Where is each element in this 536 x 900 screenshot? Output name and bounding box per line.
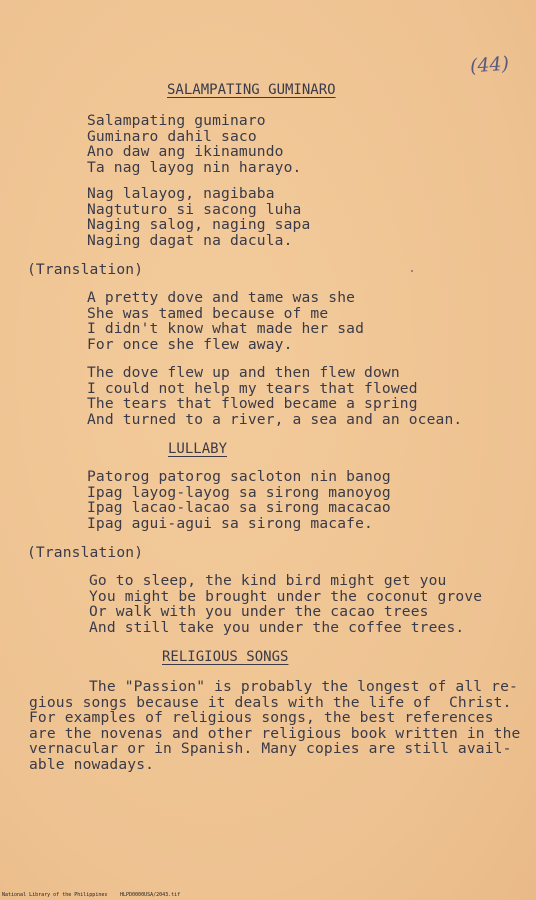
verse-line: Or walk with you under the cacao trees (89, 603, 429, 621)
verse-2 (87, 186, 310, 248)
verse-line: You might be brought under the coconut grove (89, 587, 483, 605)
verse-line: And still take you under the coffee trees. (89, 618, 465, 636)
verse-line: For once she flew away. (87, 335, 293, 353)
verse-line: She was tamed because of me (87, 304, 329, 322)
verse-line: Ipag layog-layog sa sirong manoyog (87, 483, 391, 501)
verse-line: Go to sleep, the kind bird might get you (89, 572, 447, 589)
footer-file-id: HLPD0000USA/2043.tif (120, 892, 181, 898)
verse-line: Salampating guminaro (87, 112, 266, 129)
verse-line: Guminaro dahil saco (87, 127, 257, 145)
scan-footer (0, 891, 536, 899)
paragraph-line: are the novenas and other religious book written in the (29, 724, 521, 742)
verse-1 (87, 113, 301, 175)
verse-line: I didn't know what made her sad (87, 320, 365, 338)
verse-line: Ta nag layog nin harayo. (87, 158, 302, 176)
paragraph-line: The "Passion" is probably the longest of all re- (89, 678, 518, 695)
paragraph-line: vernacular or in Spanish. Many copies are still avail- (29, 740, 512, 758)
paper-speck (411, 270, 413, 272)
heading-religious-songs: RELIGIOUS SONGS (162, 649, 289, 665)
paragraph-line: For examples of religious songs, the best references (29, 709, 494, 727)
heading-salampating-guminaro: SALAMPATING GUMINARO (167, 82, 336, 98)
verse-line: A pretty dove and tame was she (87, 289, 356, 306)
verse-line: The dove flew up and then flew down (87, 364, 400, 381)
translation-2 (87, 365, 462, 427)
verse-line: Patorog patorog sacloton nin banog (87, 468, 391, 485)
paragraph-religious-songs (29, 679, 521, 773)
translation-label-1: (Translation) (27, 261, 144, 278)
verse-3 (87, 469, 391, 531)
verse-line: And turned to a river, a sea and an ocean. (87, 410, 463, 428)
paragraph-line: able nowadays. (29, 755, 155, 773)
heading-lullaby: LULLABY (168, 441, 228, 457)
verse-line: Ano daw ang ikinamundo (87, 143, 284, 161)
verse-line: Naging dagat na dacula. (87, 231, 293, 249)
footer-library: National Library of the Philippines (2, 892, 108, 898)
page-number: (44) (469, 52, 510, 78)
verse-line: Nag lalayog, nagibaba (87, 185, 275, 202)
verse-line: Naging salog, naging sapa (87, 216, 311, 234)
verse-line: Nagtuturo si sacong luha (87, 200, 302, 218)
verse-line: I could not help my tears that flowed (87, 379, 418, 397)
paragraph-line: gious songs because it deals with the life of Christ. (29, 693, 512, 711)
translation-label-2: (Translation) (27, 544, 144, 561)
verse-line: Ipag agui-agui sa sirong macafe. (87, 514, 373, 532)
verse-line: Ipag lacao-lacao sa sirong macacao (87, 499, 391, 517)
translation-3 (89, 573, 482, 635)
translation-1 (87, 290, 364, 352)
verse-line: The tears that flowed became a spring (87, 395, 418, 413)
